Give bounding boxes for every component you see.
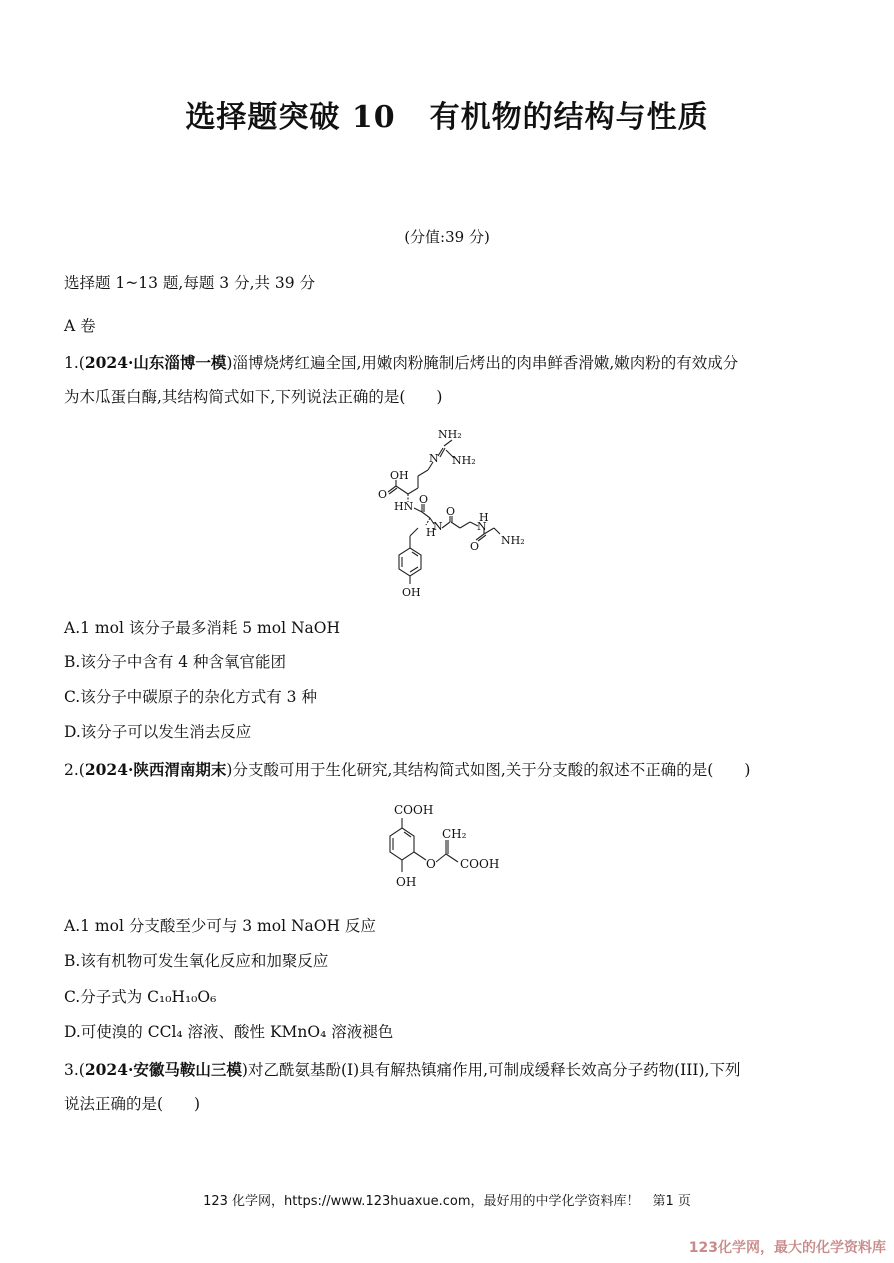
watermark: 123化学网，最大的化学资料库 [688, 1240, 886, 1256]
label-oh-phenol: OH [402, 586, 421, 599]
label-o-amide2: O [446, 505, 456, 518]
label-o-amide1: O [419, 493, 429, 506]
label-o-amide3: O [470, 540, 480, 553]
instructions: 选择题 1~13 题,每题 3 分,共 39 分 [64, 274, 316, 292]
label-o-acid: O [378, 488, 388, 501]
label-nh2-top: NH₂ [438, 428, 462, 441]
q2-option-a: A.1 mol 分支酸至少可与 3 mol NaOH 反应 [64, 917, 376, 935]
label-oh: OH [396, 875, 417, 889]
label-nh2-end: NH₂ [501, 534, 525, 547]
q1-option-d: D.该分子可以发生消去反应 [64, 723, 252, 741]
q2-option-b: B.该有机物可发生氧化反应和加聚反应 [64, 952, 329, 970]
label-cooh-top: COOH [394, 803, 434, 817]
section-label: A 卷 [64, 317, 96, 335]
label-n-amide1: N [433, 520, 443, 533]
chorismic-acid-structure-diagram [370, 800, 520, 902]
label-cooh-right: COOH [460, 857, 500, 871]
question-source: 2024·安徽马鞍山三模 [84, 1060, 242, 1079]
papain-structure-diagram [360, 424, 530, 606]
question-2: 2.(2024·陕西渭南期末)分支酸可用于生化研究,其结构简式如图,关于分支酸的叙述不正确的是( ) [64, 760, 751, 779]
label-n: N [429, 452, 439, 465]
label-n-amide2: N [477, 520, 487, 533]
label-hn: HN [394, 500, 414, 513]
q2-option-d: D.可使溴的 CCl₄ 溶液、酸性 KMnO₄ 溶液褪色 [64, 1023, 394, 1041]
score-info: (分值:39 分) [404, 228, 490, 246]
page-title: 选择题突破 10 有机物的结构与性质 [185, 100, 709, 135]
page-footer: 123 化学网，https://www.123huaxue.com，最好用的中学化学资料库！ 第1 页 [203, 1194, 691, 1209]
label-h-amide2: H [479, 511, 489, 524]
label-oh-acid: OH [390, 469, 409, 482]
q1-option-a: A.1 mol 该分子最多消耗 5 mol NaOH [64, 619, 340, 637]
q1-option-c: C.该分子中碳原子的杂化方式有 3 种 [64, 688, 317, 706]
label-nh2-right: NH₂ [452, 454, 476, 467]
q2-option-c: C.分子式为 C₁₀H₁₀O₆ [64, 988, 217, 1006]
question-source: 2024·山东淄博一模 [84, 353, 227, 372]
question-source: 2024·陕西渭南期末 [84, 760, 227, 779]
question-1: 1.(2024·山东淄博一模)淄博烧烤红遍全国,用嫩肉粉腌制后烤出的肉串鲜香滑嫩,嫩肉粉的有效成分 为木瓜蛋白酶,其结构简式如下,下列说法正确的是( ) [64, 353, 739, 406]
label-o-ether: O [426, 857, 436, 871]
label-h-amide1: H [426, 526, 436, 539]
label-ch2: CH₂ [442, 827, 467, 841]
q1-option-b: B.该分子中含有 4 种含氧官能团 [64, 653, 287, 671]
question-3: 3.(2024·安徽马鞍山三模)对乙酰氨基酚(Ⅰ)具有解热镇痛作用,可制成缓释长效高分子药物(III),下列 说法正确的是( ) [64, 1060, 741, 1113]
